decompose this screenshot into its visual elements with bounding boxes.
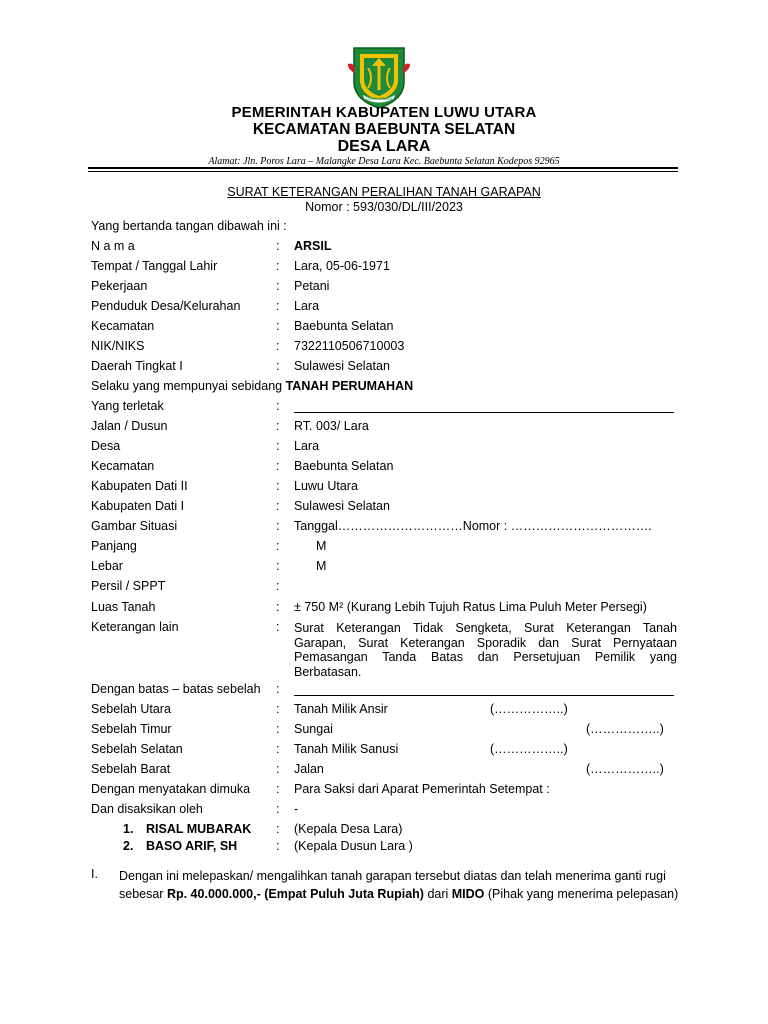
- field-label: Gambar Situasi: [91, 519, 178, 533]
- field-colon: :: [276, 600, 280, 614]
- header-address: Alamat: Jln. Poros Lara – Malangke Desa Lara Kec. Baebunta Selatan Kodepos 92965: [208, 156, 560, 167]
- field-row: [0, 299, 768, 317]
- header-divider-thick: [88, 167, 678, 169]
- witness-row: [0, 839, 768, 857]
- paragraph-numeral: I.: [91, 867, 98, 881]
- field-label: Penduduk Desa/Kelurahan: [91, 299, 241, 313]
- field-value: Lara: [294, 439, 320, 453]
- border-note: (……………..): [586, 722, 664, 736]
- field-row: [0, 279, 768, 297]
- border-row: [0, 762, 768, 780]
- field-row: [0, 600, 768, 618]
- field-colon: :: [276, 559, 280, 573]
- field-row: [0, 259, 768, 277]
- field-colon: :: [276, 519, 280, 533]
- paragraph-text-1: Dengan ini melepaskan/ mengalihkan tanah garapan tersebut diatas dan telah menerima ganti rugi sebesar: [119, 869, 666, 901]
- field-label: Pekerjaan: [91, 279, 148, 293]
- field-colon: :: [276, 419, 280, 433]
- ownership-text: [91, 379, 413, 393]
- paragraph-text-2: dari: [423, 887, 452, 901]
- field-value: Baebunta Selatan: [294, 459, 394, 473]
- blank-line: [294, 399, 674, 413]
- field-label: Kecamatan: [91, 319, 155, 333]
- field-colon: :: [276, 279, 280, 293]
- witness-role: (Kepala Desa Lara): [294, 822, 403, 836]
- field-label: Daerah Tingkat I: [91, 359, 183, 373]
- field-value: Jalan: [294, 762, 324, 776]
- field-row: [0, 782, 768, 800]
- field-value: Luwu Utara: [294, 479, 358, 493]
- field-label: Sebelah Selatan: [91, 742, 183, 756]
- border-row: [0, 742, 768, 760]
- border-row: [0, 722, 768, 740]
- field-colon: :: [276, 782, 280, 796]
- field-value: 7322110506710003: [294, 339, 405, 353]
- field-label: Dan disaksikan oleh: [91, 802, 203, 816]
- witness-name: RISAL MUBARAK: [146, 822, 252, 836]
- field-colon: :: [276, 299, 280, 313]
- intro-line: [0, 219, 768, 237]
- field-label: Kecamatan: [91, 459, 155, 473]
- border-note: (……………..): [586, 762, 664, 776]
- field-row: [0, 559, 768, 577]
- field-colon: :: [276, 722, 280, 736]
- field-value: Tanah Milik Ansir: [294, 702, 388, 716]
- field-value: ARSIL: [294, 239, 332, 253]
- field-value: Tanah Milik Sanusi: [294, 742, 399, 756]
- field-row: [0, 399, 768, 417]
- field-row: [0, 419, 768, 437]
- field-row: [0, 359, 768, 377]
- witness-row: [0, 822, 768, 840]
- witness-number: 2.: [123, 839, 134, 853]
- logo-text: LUWU UTARA: [365, 96, 393, 101]
- field-value: M: [316, 539, 327, 553]
- ownership-line: [0, 379, 768, 397]
- land-type: TANAH PERUMAHAN: [285, 379, 414, 393]
- field-colon: :: [276, 479, 280, 493]
- witness-number: 1.: [123, 822, 134, 836]
- ownership-prefix: Selaku yang mempunyai sebidang: [91, 379, 286, 393]
- document-number: Nomor : 593/030/DL/III/2023: [305, 200, 463, 214]
- field-label: Desa: [91, 439, 121, 453]
- field-value: -: [294, 802, 299, 816]
- border-note: (……………..): [490, 742, 568, 756]
- field-label: Sebelah Barat: [91, 762, 171, 776]
- field-label: Yang terletak: [91, 399, 164, 413]
- field-row: [0, 319, 768, 337]
- field-label: Lebar: [91, 559, 123, 573]
- field-value: Para Saksi dari Aparat Pemerintah Setempat :: [294, 782, 550, 796]
- field-value: Sulawesi Selatan: [294, 499, 390, 513]
- field-colon: :: [276, 620, 280, 634]
- field-colon: :: [276, 762, 280, 776]
- field-colon: :: [276, 742, 280, 756]
- blank-line: [294, 682, 674, 696]
- field-value: Sungai: [294, 722, 333, 736]
- field-label: Tempat / Tanggal Lahir: [91, 259, 218, 273]
- field-label: Kabupaten Dati I: [91, 499, 185, 513]
- header-district: KECAMATAN BAEBUNTA SELATAN: [252, 121, 516, 138]
- field-colon: :: [276, 259, 280, 273]
- field-row: [0, 802, 768, 820]
- border-note: (……………..): [490, 702, 568, 716]
- header-village: DESA LARA: [337, 138, 431, 155]
- witness-role: (Kepala Dusun Lara ): [294, 839, 413, 853]
- field-row: [0, 539, 768, 557]
- field-colon: :: [276, 579, 280, 593]
- field-row: [0, 339, 768, 357]
- field-value: Baebunta Selatan: [294, 319, 394, 333]
- field-colon: :: [276, 539, 280, 553]
- field-colon: :: [276, 239, 280, 253]
- field-colon: :: [276, 499, 280, 513]
- field-value: Lara: [294, 299, 320, 313]
- release-paragraph: [119, 867, 689, 903]
- recipient-name: MIDO: [451, 887, 485, 901]
- field-value: Petani: [294, 279, 330, 293]
- field-label: Jalan / Dusun: [91, 419, 168, 433]
- field-label: Keterangan lain: [91, 620, 179, 634]
- field-row: [0, 579, 768, 597]
- field-value: Lara, 05-06-1971: [294, 259, 390, 273]
- compensation-amount: Rp. 40.000.000,- (Empat Puluh Juta Rupiah): [166, 887, 424, 901]
- other-notes-value: Surat Keterangan Tidak Sengketa, Surat Keterangan Tanah Garapan, Surat Keterangan Sporadik dan Surat Pernyataan Pemasangan Tanda Batas dan Persetujuan Pemilik yang Berbatasan.: [294, 621, 677, 679]
- field-value: Sulawesi Selatan: [294, 359, 390, 373]
- field-colon: :: [276, 399, 280, 413]
- field-label: N a m a: [91, 239, 135, 253]
- field-row: [0, 682, 768, 700]
- field-value: ± 750 M² (Kurang Lebih Tujuh Ratus Lima Puluh Meter Persegi): [294, 600, 647, 614]
- field-value: RT. 003/ Lara: [294, 419, 369, 433]
- header-divider-thin: [88, 171, 678, 172]
- paragraph-text-3: (Pihak yang menerima pelepasan): [484, 887, 679, 901]
- field-label: Sebelah Utara: [91, 702, 171, 716]
- field-label: Dengan menyatakan dimuka: [91, 782, 251, 796]
- field-colon: :: [276, 839, 280, 853]
- header-government: PEMERINTAH KABUPATEN LUWU UTARA: [231, 104, 537, 121]
- field-row: [0, 499, 768, 517]
- field-row: [0, 479, 768, 497]
- field-colon: :: [276, 682, 280, 696]
- field-label: Sebelah Timur: [91, 722, 172, 736]
- field-colon: :: [276, 339, 280, 353]
- field-row: [0, 439, 768, 457]
- field-colon: :: [276, 822, 280, 836]
- field-row: [0, 459, 768, 477]
- witness-name: BASO ARIF, SH: [146, 839, 238, 853]
- field-colon: :: [276, 359, 280, 373]
- field-label: Panjang: [91, 539, 137, 553]
- field-label: Kabupaten Dati II: [91, 479, 188, 493]
- field-label: Luas Tanah: [91, 600, 156, 614]
- field-row: [0, 519, 768, 537]
- border-row: [0, 702, 768, 720]
- field-colon: :: [276, 439, 280, 453]
- field-row: [0, 239, 768, 257]
- field-value: M: [316, 559, 327, 573]
- regency-logo-icon: [346, 44, 412, 110]
- field-label: Dengan batas – batas sebelah: [91, 682, 261, 696]
- field-colon: :: [276, 459, 280, 473]
- field-colon: :: [276, 702, 280, 716]
- field-label: NIK/NIKS: [91, 339, 145, 353]
- document-title: SURAT KETERANGAN PERALIHAN TANAH GARAPAN: [227, 185, 541, 199]
- intro-text: Yang bertanda tangan dibawah ini :: [91, 219, 287, 233]
- field-colon: :: [276, 319, 280, 333]
- field-label: Persil / SPPT: [91, 579, 166, 593]
- field-value: Tanggal…………………………Nomor : …………………………….: [294, 519, 652, 533]
- field-colon: :: [276, 802, 280, 816]
